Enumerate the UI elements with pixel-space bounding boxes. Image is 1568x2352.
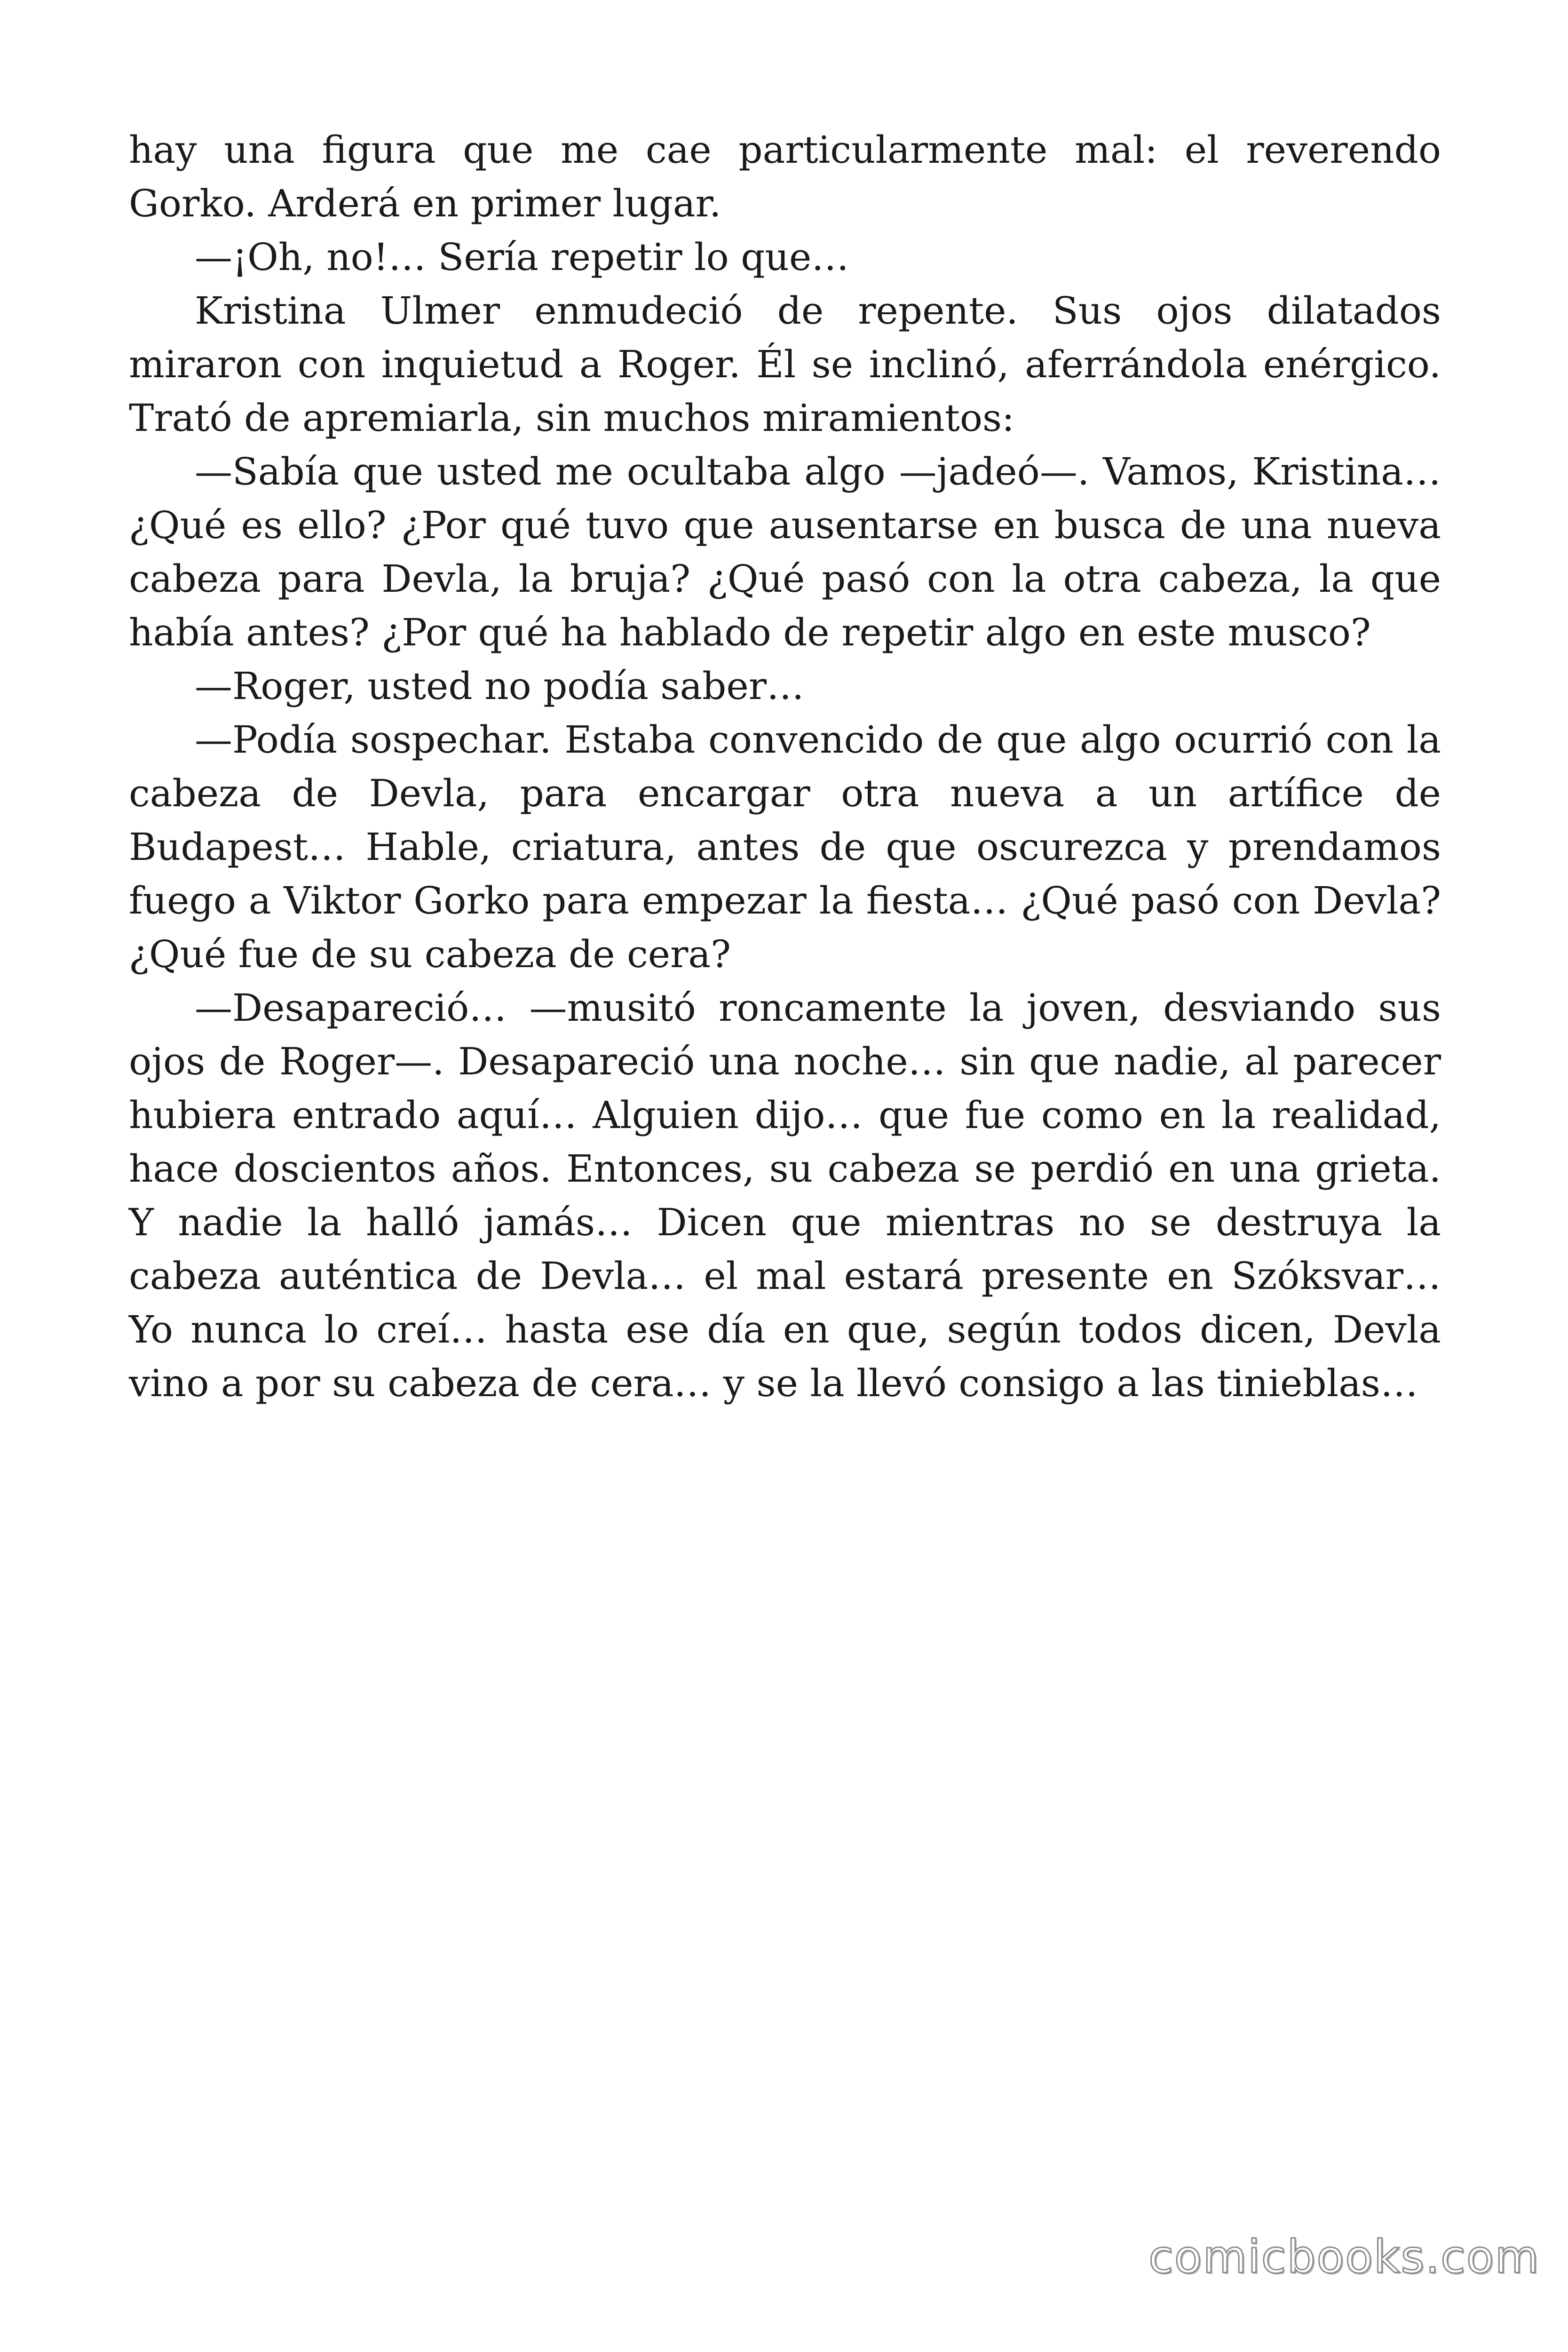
paragraph-continuation: hay una figura que me cae particularmente mal: el reverendo Gorko. Arderá en primer lugar. <box>129 128 1441 225</box>
paragraph-narration: Kristina Ulmer enmudeció de repente. Sus ojos dilatados miraron con inquietud a Roger. Él se inclinó, aferrándola enérgico. Trató de apremiarla, sin muchos miramientos: <box>129 289 1441 440</box>
paragraph-dialogue: —Sabía que usted me ocultaba algo —jadeó—. Vamos, Kristina… ¿Qué es ello? ¿Por qué tuvo que ausentarse en busca de una nueva cabeza para Devla, la bruja? ¿Qué pasó con la otra cabeza, la que había antes? ¿Por qué ha hablado de repetir algo en este musco? <box>129 450 1441 654</box>
paragraph-dialogue: —Podía sospechar. Estaba convencido de que algo ocurrió con la cabeza de Devla, para encargar otra nueva a un artífice de Budapest… Hable, criatura, antes de que oscurezca y prendamos fuego a Viktor Gorko para empezar la fiesta… ¿Qué pasó con Devla? ¿Qué fue de su cabeza de cera? <box>129 718 1441 976</box>
watermark-logo: comicbooks.com <box>1148 2231 1540 2283</box>
paragraph-dialogue: —Roger, usted no podía saber… <box>195 664 804 708</box>
body-text <box>129 123 1441 1410</box>
paragraph-dialogue: —¡Oh, no!… Sería repetir lo que… <box>195 235 849 279</box>
paragraph-dialogue: —Desapareció… —musitó roncamente la joven, desviando sus ojos de Roger—. Desapareció una noche… sin que nadie, al parecer hubiera entrado aquí… Alguien dijo… que fue como en la realidad, hace doscientos años. Entonces, su cabeza se perdió en una grieta. Y nadie la halló jamás… Dicen que mientras no se destruya la cabeza auténtica de Devla… el mal estará presente en Szóksvar… Yo nunca lo creí… hasta ese día en que, según todos dicen, Devla vino a por su cabeza de cera… y se la llevó consigo a las tinieblas… <box>129 986 1441 1405</box>
